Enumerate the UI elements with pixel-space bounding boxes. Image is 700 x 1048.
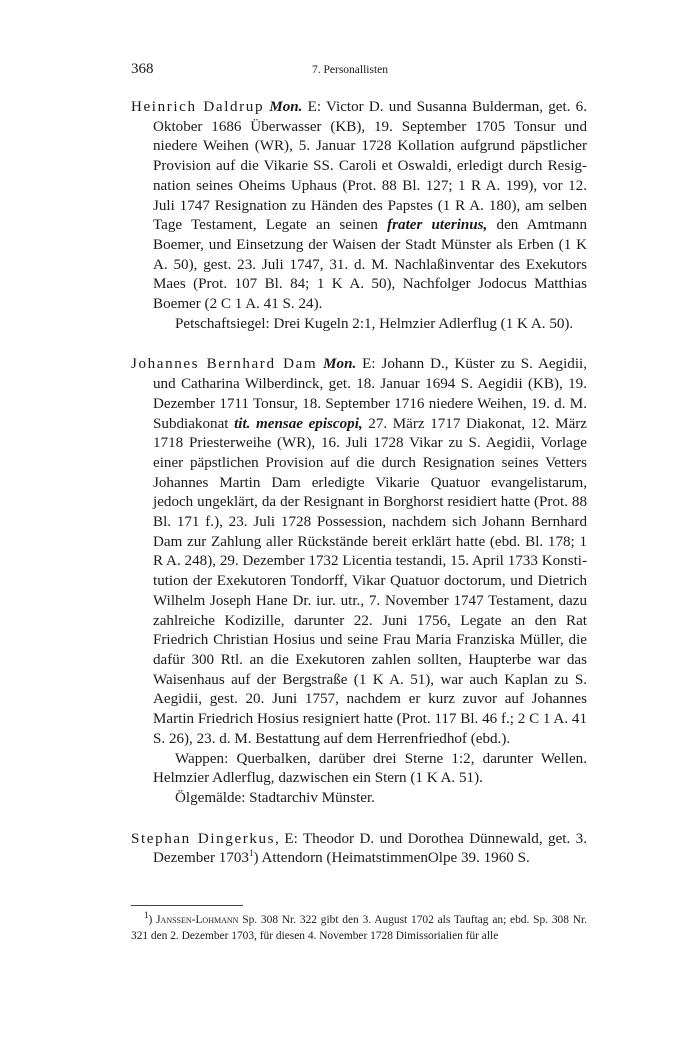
entry-paragraph (131, 830, 587, 869)
footnote-reference: 1 (248, 848, 254, 859)
footnote-text: Sp. 308 Nr. 322 gibt den 3. August 1702 als Tauftag an; ebd. Sp. 308 Nr. 321 den 2. Dezember 1703, für diesen 4. November 1728 Dimissorialien für alle (131, 914, 587, 942)
entry-text: E: Victor D. und Susanna Bulderman, get. 6. Oktober 1686 Überwasser (KB), 19. September 1705 Tonsur und niedere Weihen (WR), 5. Januar 1728 Kollation aufgrund päpstlicher Provision auf die Vikarie SS. Caroli et Oswaldi, erledigt durch Resignation seines Oheims Uphaus (Prot. 88 Bl. 127; 1 R A. 199), vor 12. Juli 1747 Resignation zu Händen des Papstes (1 R A. 180), am selben Tage Testament, Legate an seinen (153, 99, 587, 234)
footnote-divider (131, 905, 243, 906)
entry-painting: Ölgemälde: Stadtarchiv Münster. (175, 789, 375, 806)
entry-paragraph (131, 355, 587, 749)
entry-paragraph (131, 98, 587, 315)
entry-text: 27. März 1717 Diakonat, 12. März 1718 Priesterweihe (WR), 16. Juli 1728 Vikar zu S. Aegidii, Vorlage einer päpstlichen Provision auf die durch Resignation seines Vetters Johannes Martin Dam erledigte Vikarie Quatuor evangelistarum, jedoch ungeklärt, da der Resignant in Borghorst residiert hatte (Prot. 88 Bl. 171 f.), 23. Juli 1728 Possession, nachdem sich Johann Bernhard Dam zur Zahlung aller Rückstände bereit erklärt hatte (ebd. Bl. 178; 1 R A. 248), 29. Dezember 1732 Licentia testandi, 15. April 1733 Konstitution der Exekutoren Tondorff, Vikar Quatuor doctorum, und Dietrich Wilhelm Joseph Hane Dr. iur. utr., 7. November 1747 Testament, dazu zahlreiche Kodizille, darunter 22. Juni 1756, Legate an den Rat Friedrich Christian Hosius und seine Frau Maria Franziska Müller, die dafür 300 Rtl. an die Exekutoren zahlen sollten, Haupterbe war das Waisenhaus auf der Bergstraße (1 K A. 51), war auch Kaplan zu S. Aegidii, gest. 20. Juni 1757, nachdem er kurz zuvor auf Johannes Martin Friedrich Hosius resigniert hatte (Prot. 117 Bl. 46 f.; 2 C 1 A. 41 S. 26), 23. d. M. Bestattung auf dem Herrenfriedhof (ebd.). (153, 415, 587, 747)
entry-name: Stephan Dingerkus (131, 830, 276, 847)
footnote-mark: 1 (144, 910, 149, 921)
monastery-abbrev: Mon. (323, 356, 357, 373)
entry-text: E: Johann D., Küster zu S. Aegidii, und Catharina Wilberdinck, get. 18. Januar 1694 S. Aegidii (KB), 19. Dezember 1711 Tonsur, 18. September 1716 niedere Weihen, 19. d. M. Subdiakonat (153, 356, 588, 432)
entry-dingerkus (131, 830, 587, 869)
footnote-author: Janssen-Lohmann (156, 914, 239, 926)
entry-latin-term: frater uterinus, (387, 217, 488, 234)
entry-text: den Amtmann Boemer, und Einsetzung der Waisen der Stadt Münster als Erben (1 K A. 50), gest. 23. Juli 1747, 31. d. M. Nachlaßinventar des Exekutors Maes (Prot. 107 Bl. 84; 1 K A. 50), Nachfolger Jodocus Matthias Boemer (2 C 1 A. 41 S. 24). (153, 217, 588, 313)
running-head: 7. Personallisten (311, 64, 389, 76)
page-number: 368 (131, 61, 154, 77)
entry-text: , E: Theodor D. und Dorothea Dünnewald, get. 3. Dezember 1703 (153, 830, 587, 867)
entry-dam (131, 355, 587, 808)
entries-list (131, 98, 587, 869)
entry-seal: Petschaftsiegel: Drei Kugeln 2:1, Helmzier Adlerflug (1 K A. 50). (175, 315, 574, 332)
entry-coat-of-arms: Wappen: Querbalken, darüber drei Sterne 1:2, darunter Wellen. Helmzier Adlerflug, dazwischen ein Stern (1 K A. 51). (153, 750, 587, 787)
entry-name: Johannes Bernhard Dam (131, 356, 318, 373)
entry-latin-term: tit. mensae episcopi, (234, 415, 363, 432)
entry-text: ) Attendorn (HeimatstimmenOlpe 39. 1960 S. (253, 850, 530, 867)
footnote: $^1$) Janssen-Lohmann Sp. 308 Nr. 322 gibt den 3. August 1702 als Tauftag an; ebd. Sp. 308 Nr. 321 den 2. Dezember 1703, für diesen 4. November 1728 Dimissorialien für alle (131, 910, 587, 942)
entry-name: Heinrich Daldrup (131, 99, 265, 115)
entry-daldrup (131, 98, 587, 334)
monastery-abbrev: Mon. (269, 99, 303, 115)
